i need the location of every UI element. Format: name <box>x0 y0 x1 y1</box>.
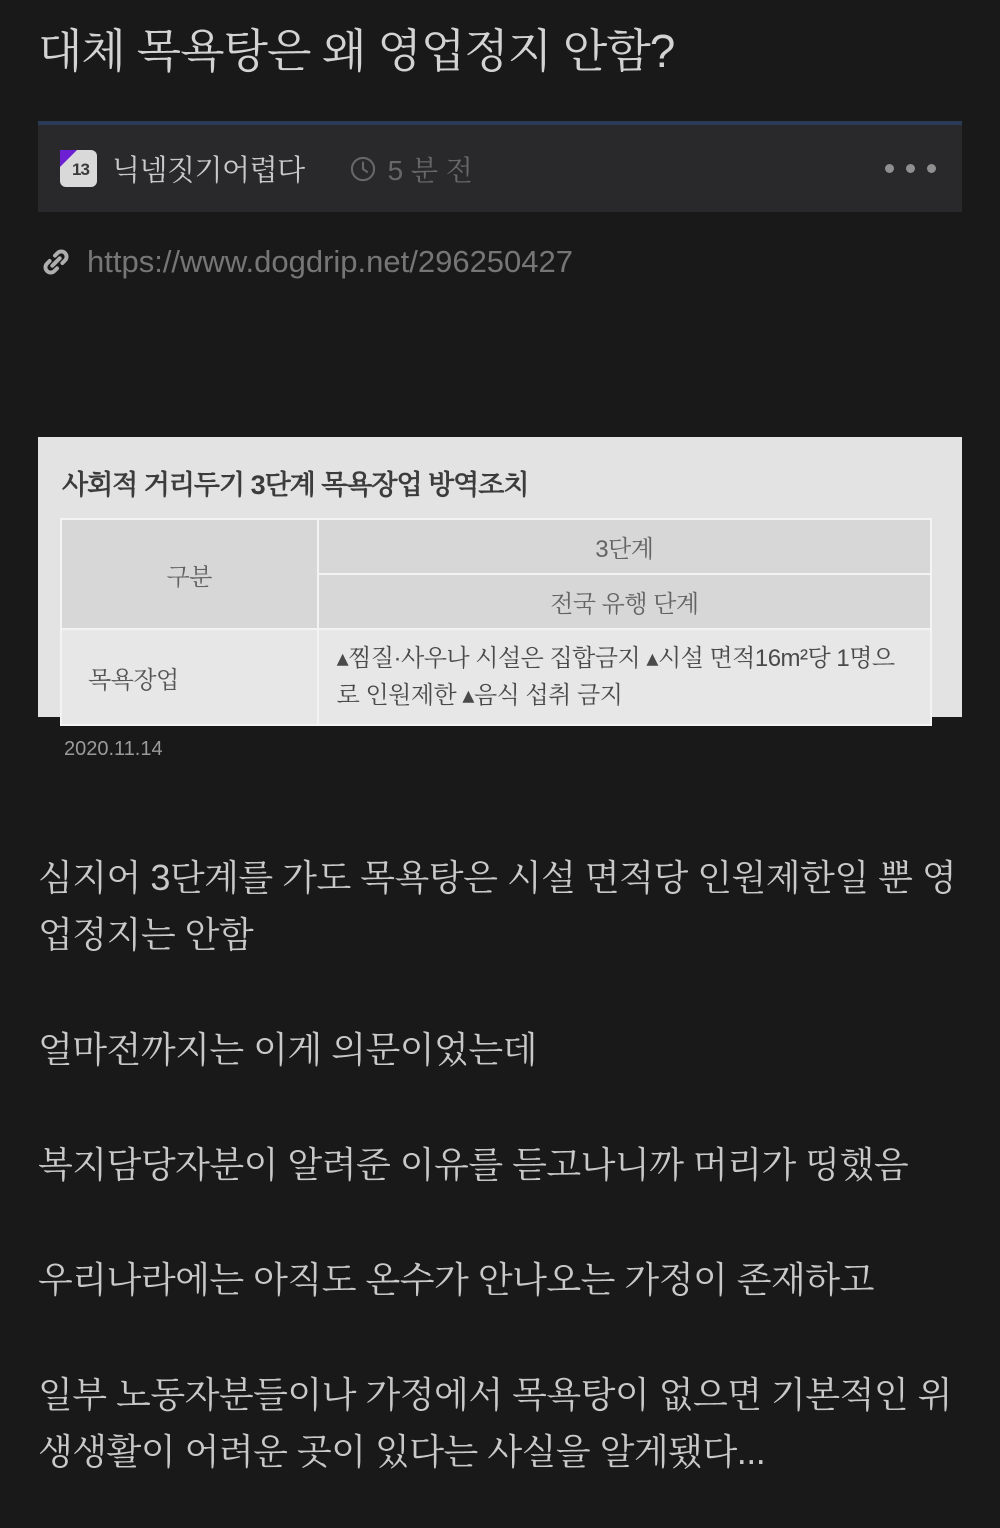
post-paragraph: 심지어 3단계를 가도 목욕탕은 시설 면적당 인원제한일 뿐 영업정지는 안함 <box>38 857 957 956</box>
link-url-text[interactable]: https://www.dogdrip.net/296250427 <box>87 244 574 280</box>
post-header-bar <box>38 121 962 212</box>
author-username[interactable]: 닉넴짓기어렵다 <box>112 155 305 188</box>
table-cell-row-label: 목욕장업 <box>61 629 318 725</box>
clock-icon <box>349 155 377 183</box>
post-body <box>38 849 962 1480</box>
link-icon <box>38 244 74 280</box>
more-options-button[interactable] <box>881 154 940 183</box>
avatar[interactable] <box>60 150 97 187</box>
post-paragraph: 우리나라에는 아직도 온수가 안나오는 가정이 존재하고 <box>38 1259 874 1301</box>
table-header-substage: 전국 유행 단계 <box>318 574 931 629</box>
post-paragraph: 복지담당자분이 알려준 이유를 듣고나니까 머리가 띵했음 <box>38 1144 909 1186</box>
table-header-category: 구분 <box>61 519 318 629</box>
table-row <box>61 519 931 574</box>
table-header-stage: 3단계 <box>318 519 931 574</box>
distancing-measures-table <box>60 518 932 726</box>
post-paragraph: 얼마전까지는 이게 의문이었는데 <box>38 1029 537 1071</box>
embedded-table-image[interactable] <box>38 437 962 761</box>
level-badge-number: 13 <box>72 159 89 179</box>
embed-image-title: 사회적 거리두기 3단계 목욕장업 방역조치 <box>62 470 529 501</box>
table-cell-row-value: ▴찜질·사우나 시설은 집합금지 ▴시설 면적16m²당 1명으로 인원제한 ▴음식 섭취 금지 <box>318 629 931 725</box>
embed-image-date: 2020.11.14 <box>64 738 163 761</box>
ellipsis-icon <box>927 164 936 173</box>
table-row <box>61 629 931 725</box>
ellipsis-icon <box>885 164 894 173</box>
post-paragraph: 일부 노동자분들이나 가정에서 목욕탕이 없으면 기본적인 위생생활이 어려운 곳이 있다는 사실을 알게됐다... <box>38 1374 952 1473</box>
page-title: 대체 목욕탕은 왜 영업정지 안함? <box>38 25 675 77</box>
source-link[interactable] <box>38 244 962 280</box>
ellipsis-icon <box>906 164 915 173</box>
timestamp-label: 5 분 전 <box>387 154 473 186</box>
post-timestamp <box>349 149 473 189</box>
